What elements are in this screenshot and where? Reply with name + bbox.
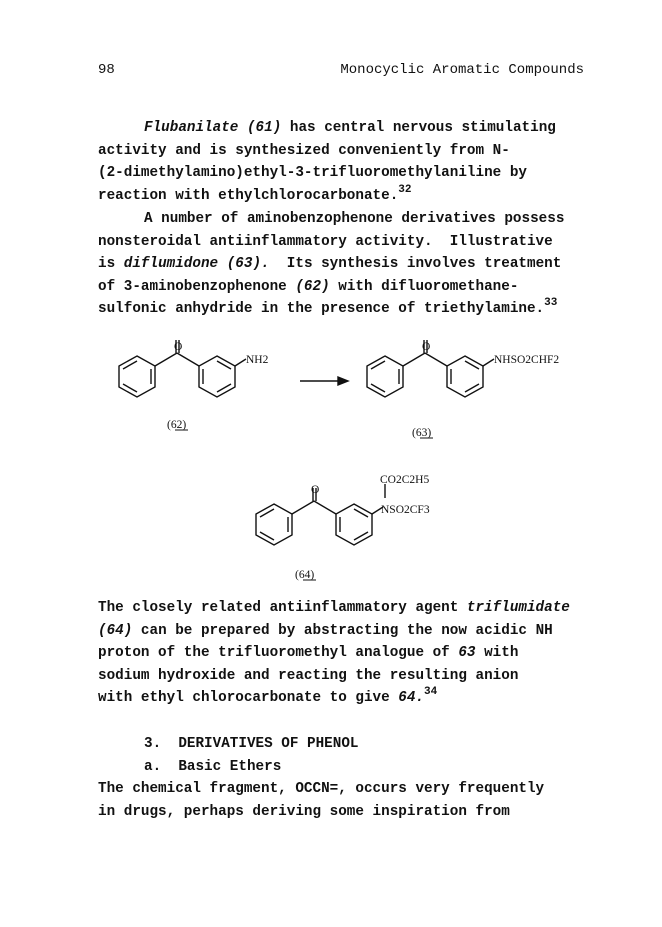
text-line: reaction with ethylchlorocarbonate.: [98, 187, 399, 204]
compound-ref-63: (63).: [226, 256, 270, 273]
paragraph-triflumidate: [98, 597, 598, 710]
citation-33: 33: [544, 297, 558, 310]
text-fragment: with ethyl chlorocarbonate to give: [98, 690, 399, 707]
structure-label-64: (64): [295, 569, 315, 581]
text-fragment: with: [475, 645, 519, 662]
text-line: sodium hydroxide and reacting the resulting anion: [98, 667, 519, 684]
text-line: has central nervous stimulating: [289, 120, 556, 136]
subsection-heading: a. Basic Ethers: [144, 758, 282, 775]
text-line: The chemical fragment, OCCN=, occurs very frequently: [98, 781, 545, 798]
oxygen-label: O: [311, 484, 320, 496]
oxygen-label: O: [422, 341, 431, 353]
substituent-nh2: NH2: [246, 354, 269, 366]
structure-label-63: (63): [412, 427, 432, 439]
text-line: A number of aminobenzophenone derivatives possess: [144, 211, 565, 227]
section-derivatives-of-phenol: [98, 733, 598, 823]
compound-ref-64: (64): [98, 622, 133, 639]
text-fragment: Its synthesis involves treatment: [269, 256, 562, 273]
structure-63: [367, 340, 494, 397]
running-title: Monocyclic Aromatic Compounds: [340, 62, 584, 78]
substituent-co2c2h5: CO2C2H5: [380, 474, 430, 486]
text-line: in drugs, perhaps deriving some inspiration from: [98, 803, 510, 820]
oxygen-label: O: [174, 341, 183, 353]
text-fragment: with difluoromethane-: [329, 278, 519, 295]
substituent-nso2cf3: NSO2CF3: [381, 504, 430, 516]
text-line: sulfonic anhydride in the presence of triethylamine.: [98, 301, 545, 318]
text-fragment: proton of the trifluoromethyl analogue of: [98, 645, 459, 662]
substituent-nhso2chf2: NHSO2CHF2: [494, 354, 560, 366]
section-heading: 3. DERIVATIVES OF PHENOL: [144, 736, 359, 752]
term-flubanilate: Flubanilate: [144, 120, 239, 136]
page-number: 98: [98, 62, 115, 78]
text-fragment: The closely related antiinflammatory agent: [98, 600, 467, 616]
term-diflumidone: diflumidone: [123, 256, 219, 273]
compound-ref-63: 63: [458, 645, 476, 662]
compound-ref-62: (62): [295, 278, 330, 295]
text-fragment: is: [98, 256, 124, 273]
text-fragment: can be prepared by abstracting the now acidic NH: [132, 622, 553, 639]
compound-ref-64: 64.: [398, 690, 425, 707]
structure-62: [119, 340, 246, 397]
term-triflumidate: triflumidate: [466, 600, 570, 616]
compound-ref-61: (61): [246, 120, 282, 136]
text-line: (2-dimethylamino)ethyl-3-trifluoromethylaniline by: [98, 165, 527, 182]
text-fragment: of 3-aminobenzophenone: [98, 278, 296, 295]
structure-label-62: (62): [167, 419, 187, 431]
text-line: nonsteroidal antiinflammatory activity. Illustrative: [98, 233, 553, 250]
citation-34: 34: [424, 686, 438, 699]
structure-64: [256, 484, 385, 545]
text-line: activity and is synthesized conveniently from N-: [98, 142, 510, 159]
citation-32: 32: [398, 183, 412, 196]
